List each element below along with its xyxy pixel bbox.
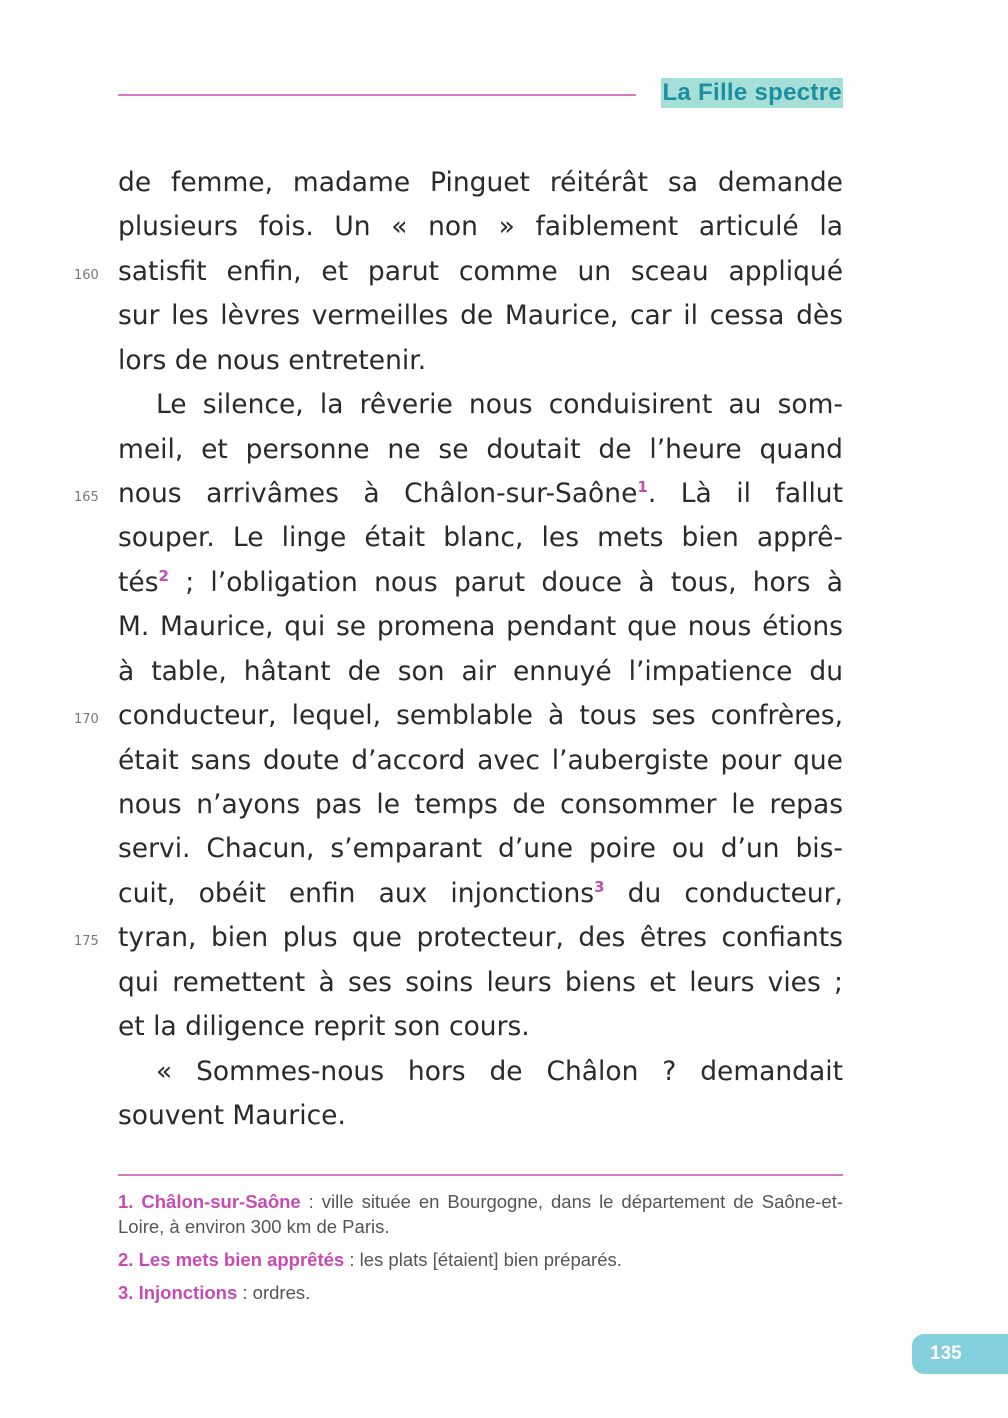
text-line: satisfit enfin, et parut comme un sceau appliqué [118,256,843,287]
footnote-number: 1. [118,1191,134,1212]
text-line [118,561,843,605]
text-line [118,472,843,516]
text-line: sur les lèvres vermeilles de Maurice, car il cessa dès [118,300,843,331]
footnote-2 [118,1247,843,1272]
footnote-1 [118,1189,843,1239]
text-line: « Sommes-nous hors de Châlon ? demandait [156,1056,843,1087]
line-number: 160 [74,268,99,283]
text-line: de femme, madame Pinguet réitérât sa demande [118,167,843,198]
footnote-3 [118,1280,843,1305]
text-segment: du conducteur, [604,878,843,909]
text-segment: nous arrivâmes à Châlon-sur-Saône [118,478,638,509]
footnote-text [118,1247,843,1272]
text-line: M. Maurice, qui se promena pendant que nous étions [118,611,843,642]
text-line: conducteur, lequel, semblable à tous ses confrères, [118,700,843,731]
line-number: 170 [74,712,99,727]
header-rule [118,94,636,96]
footnote-definition: : ville située en Bourgogne, dans le département de Saône-et-Loire, à environ 300 km de Paris. [118,1191,843,1237]
footnote-term: Châlon-sur-Saône [141,1191,301,1212]
text-line [118,872,843,916]
text-line: et la diligence reprit son cours. [118,1011,530,1042]
footnote-text [118,1280,843,1305]
text-segment: . Là il fallut [647,478,843,509]
footnote-rule [118,1174,843,1176]
footnote-ref-2[interactable]: 2 [158,567,169,585]
footnote-definition: : ordres. [237,1282,311,1303]
running-header-title: La Fille spectre [662,79,842,106]
line-number: 165 [74,490,99,505]
text-line: souper. Le linge était blanc, les mets bien apprê- [118,522,843,553]
footnote-ref-1[interactable]: 1 [637,478,648,496]
text-line: servi. Chacun, s’emparant d’une poire ou d’un bis- [118,833,843,864]
text-segment: tés [118,567,159,598]
text-line: était sans doute d’accord avec l’aubergiste pour que [118,745,843,776]
line-number: 175 [74,934,99,949]
footnote-term: Injonctions [138,1282,238,1303]
page-number-badge: 135 [912,1334,1008,1374]
text-line: Le silence, la rêverie nous conduisirent au som- [156,389,843,420]
text-segment: cuit, obéit enfin aux injonctions [118,878,595,909]
text-line: nous n’ayons pas le temps de consommer le repas [118,789,843,820]
text-line: à table, hâtant de son air ennuyé l’impatience du [118,656,843,687]
text-line: tyran, bien plus que protecteur, des êtres confiants [118,922,843,953]
text-line: qui remettent à ses soins leurs biens et leurs vies ; [118,967,843,998]
footnote-number: 2. [118,1249,134,1270]
text-line: plusieurs fois. Un « non » faiblement articulé la [118,211,843,242]
footnote-number: 3. [118,1282,134,1303]
text-segment: ; l’obligation nous parut douce à tous, hors à [168,567,843,598]
footnote-definition: : les plats [étaient] bien préparés. [344,1249,622,1270]
text-line: meil, et personne ne se doutait de l’heure quand [118,434,843,465]
footnote-text [118,1189,843,1239]
text-line: lors de nous entretenir. [118,345,427,376]
footnote-term: Les mets bien apprêtés [138,1249,345,1270]
footnote-ref-3[interactable]: 3 [594,878,605,896]
text-line: souvent Maurice. [118,1100,346,1131]
